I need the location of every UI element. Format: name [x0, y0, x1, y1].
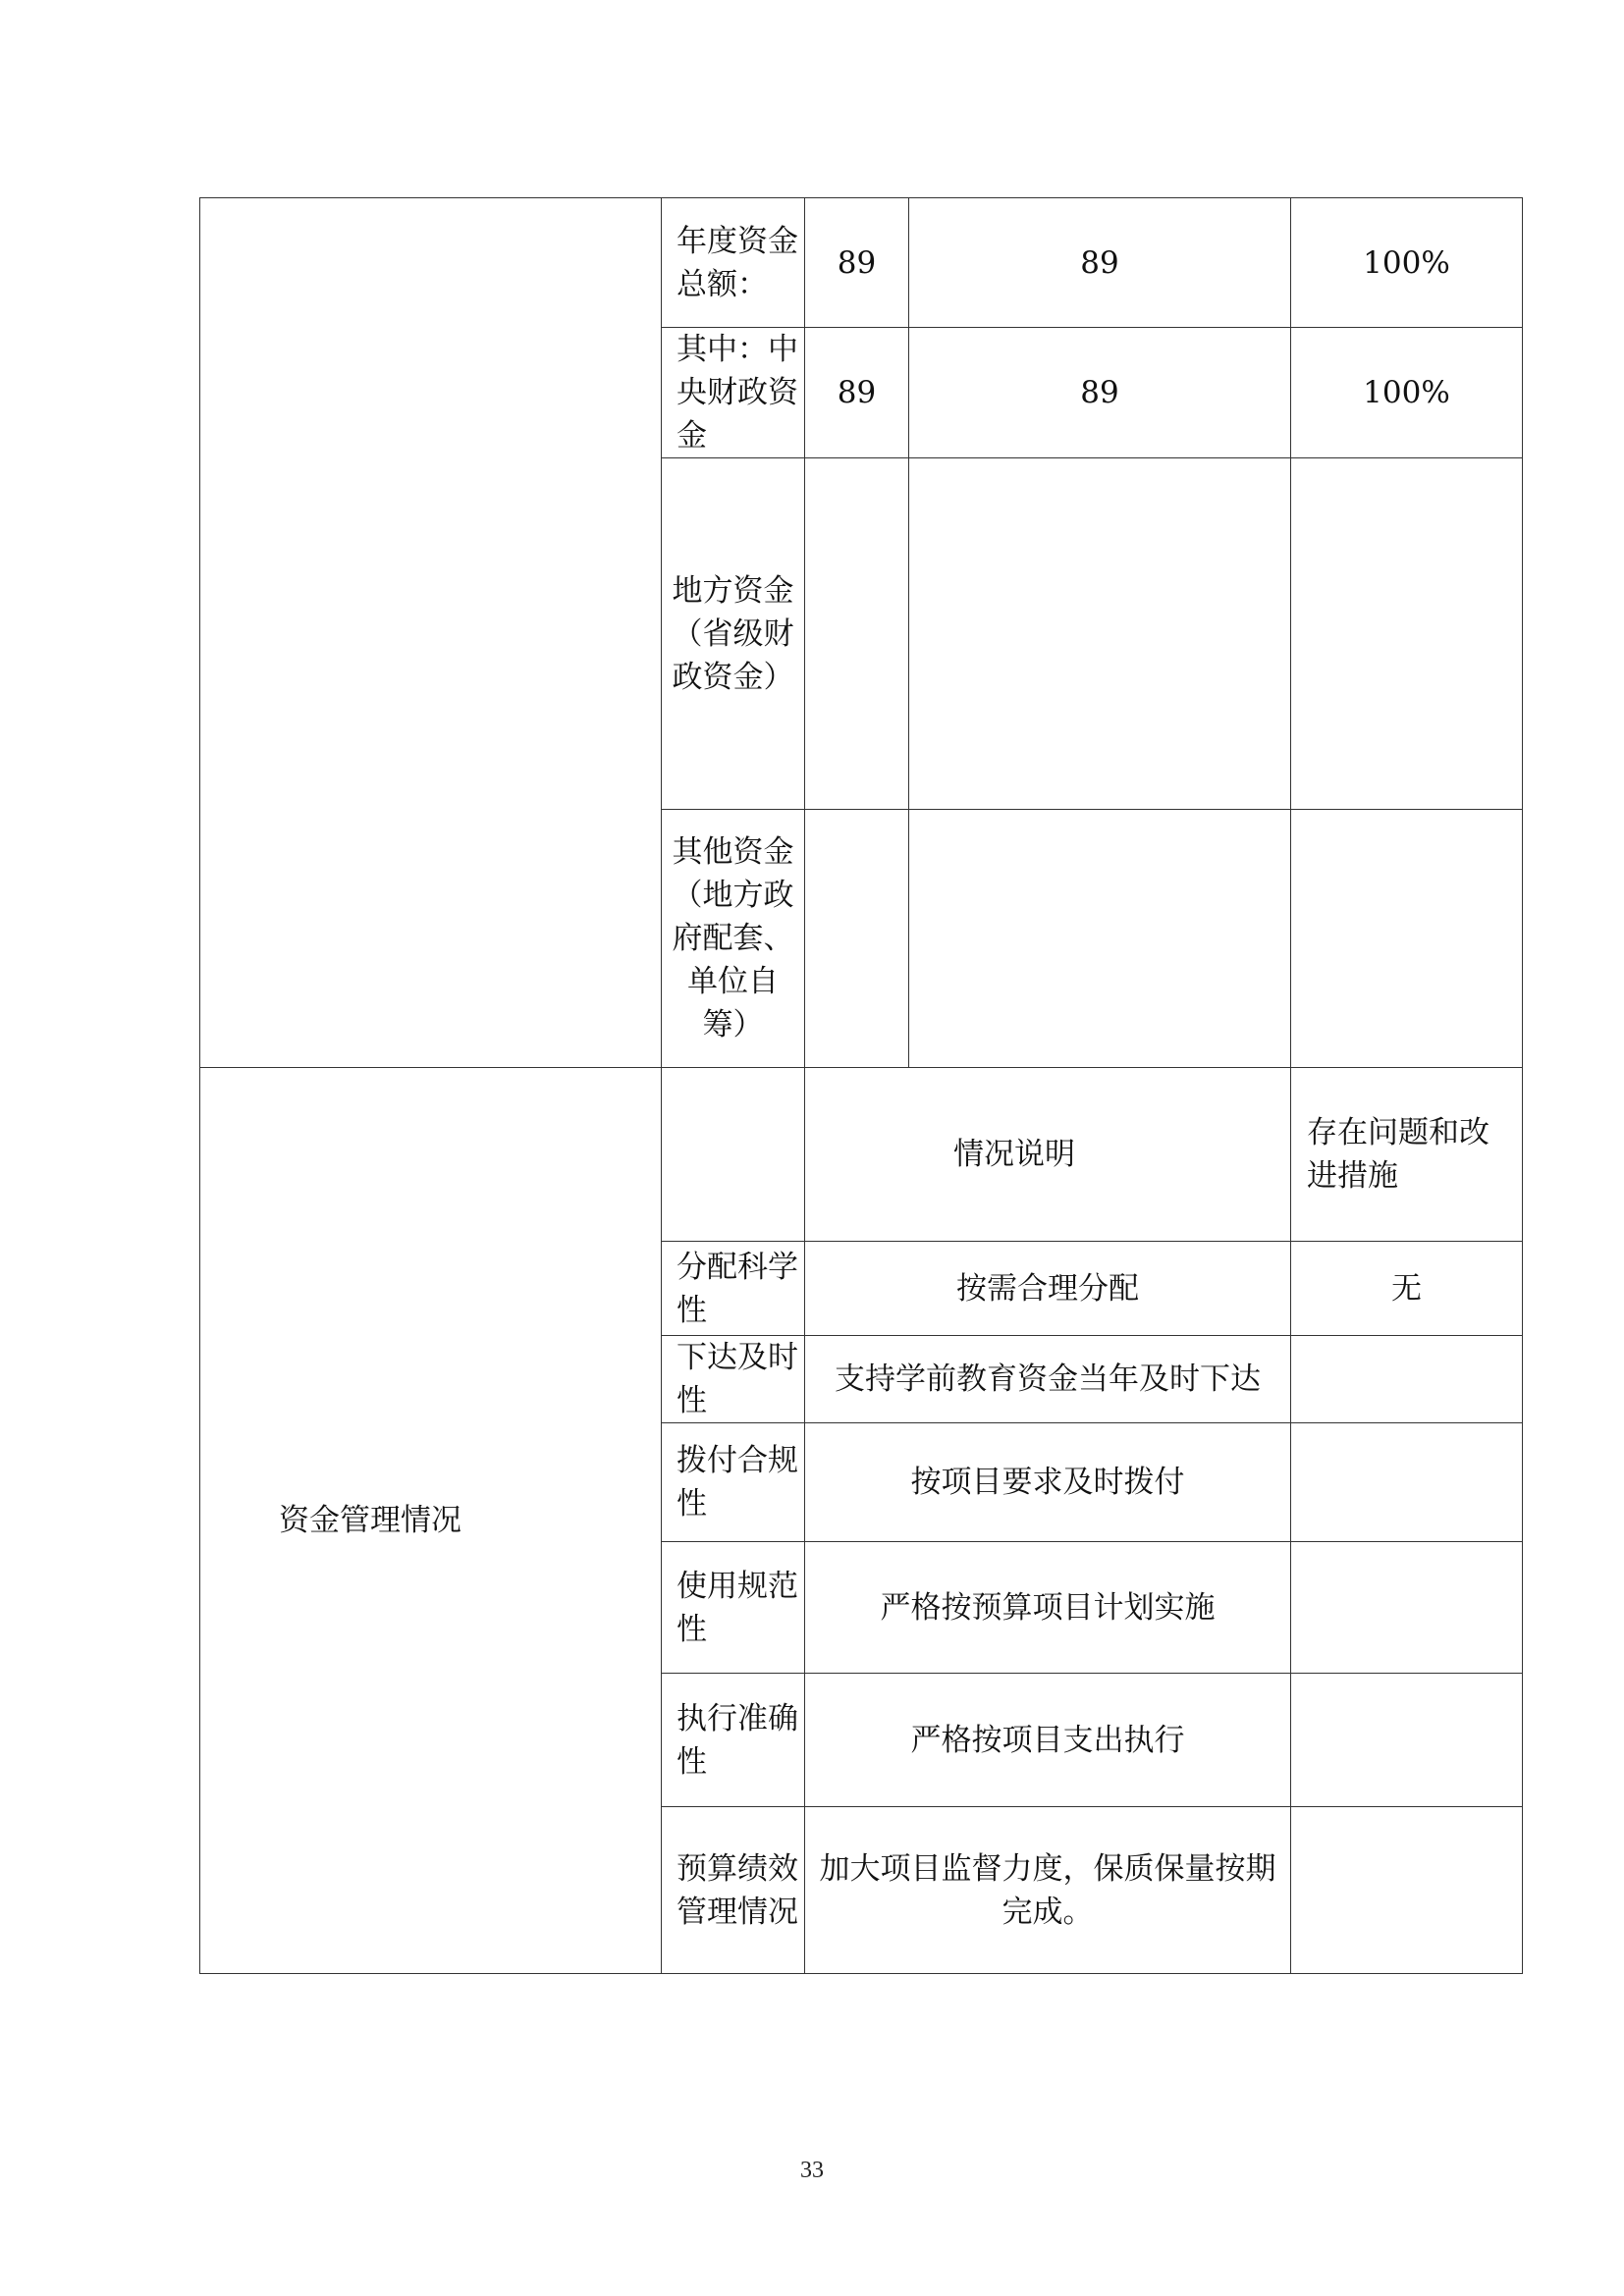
row-label: 使用规范性 — [662, 1542, 805, 1674]
row-label: 其他资金（地方政府配套、单位自筹） — [662, 810, 805, 1068]
row-label: 分配科学性 — [662, 1242, 805, 1336]
row-issues — [1291, 1336, 1523, 1423]
row-issues — [1291, 1542, 1523, 1674]
table-row — [200, 1068, 1523, 1242]
execution-rate: 100% — [1291, 198, 1523, 328]
table-row — [200, 198, 1523, 328]
row-desc: 加大项目监督力度，保质保量按期完成。 — [805, 1807, 1291, 1974]
budget-value: 89 — [805, 198, 909, 328]
row-label: 年度资金总额： — [662, 198, 805, 328]
header-blank-cell — [662, 1068, 805, 1242]
row-label: 其中：中央财政资金 — [662, 328, 805, 458]
row-issues — [1291, 1807, 1523, 1974]
row-desc: 按需合理分配 — [805, 1242, 1291, 1336]
funds-blank-label-cell — [200, 198, 662, 1068]
funds-table — [199, 197, 1523, 1974]
row-issues — [1291, 1674, 1523, 1807]
row-issues: 无 — [1291, 1242, 1523, 1336]
row-desc: 按项目要求及时拨付 — [805, 1423, 1291, 1542]
budget-value — [805, 810, 909, 1068]
executed-value: 89 — [909, 198, 1291, 328]
row-label: 预算绩效管理情况 — [662, 1807, 805, 1974]
row-label: 下达及时性 — [662, 1336, 805, 1423]
row-desc: 严格按预算项目计划实施 — [805, 1542, 1291, 1674]
row-desc: 严格按项目支出执行 — [805, 1674, 1291, 1807]
section-label: 资金管理情况 — [200, 1068, 662, 1974]
execution-rate: 100% — [1291, 328, 1523, 458]
row-label: 拨付合规性 — [662, 1423, 805, 1542]
header-issues: 存在问题和改进措施 — [1291, 1068, 1523, 1242]
budget-value: 89 — [805, 328, 909, 458]
row-desc: 支持学前教育资金当年及时下达 — [805, 1336, 1291, 1423]
budget-value — [805, 458, 909, 810]
executed-value: 89 — [909, 328, 1291, 458]
executed-value — [909, 458, 1291, 810]
row-issues — [1291, 1423, 1523, 1542]
row-label: 地方资金（省级财政资金） — [662, 458, 805, 810]
executed-value — [909, 810, 1291, 1068]
page-number: 33 — [800, 2158, 824, 2183]
execution-rate — [1291, 458, 1523, 810]
header-desc: 情况说明 — [805, 1068, 1291, 1242]
row-label: 执行准确性 — [662, 1674, 805, 1807]
execution-rate — [1291, 810, 1523, 1068]
